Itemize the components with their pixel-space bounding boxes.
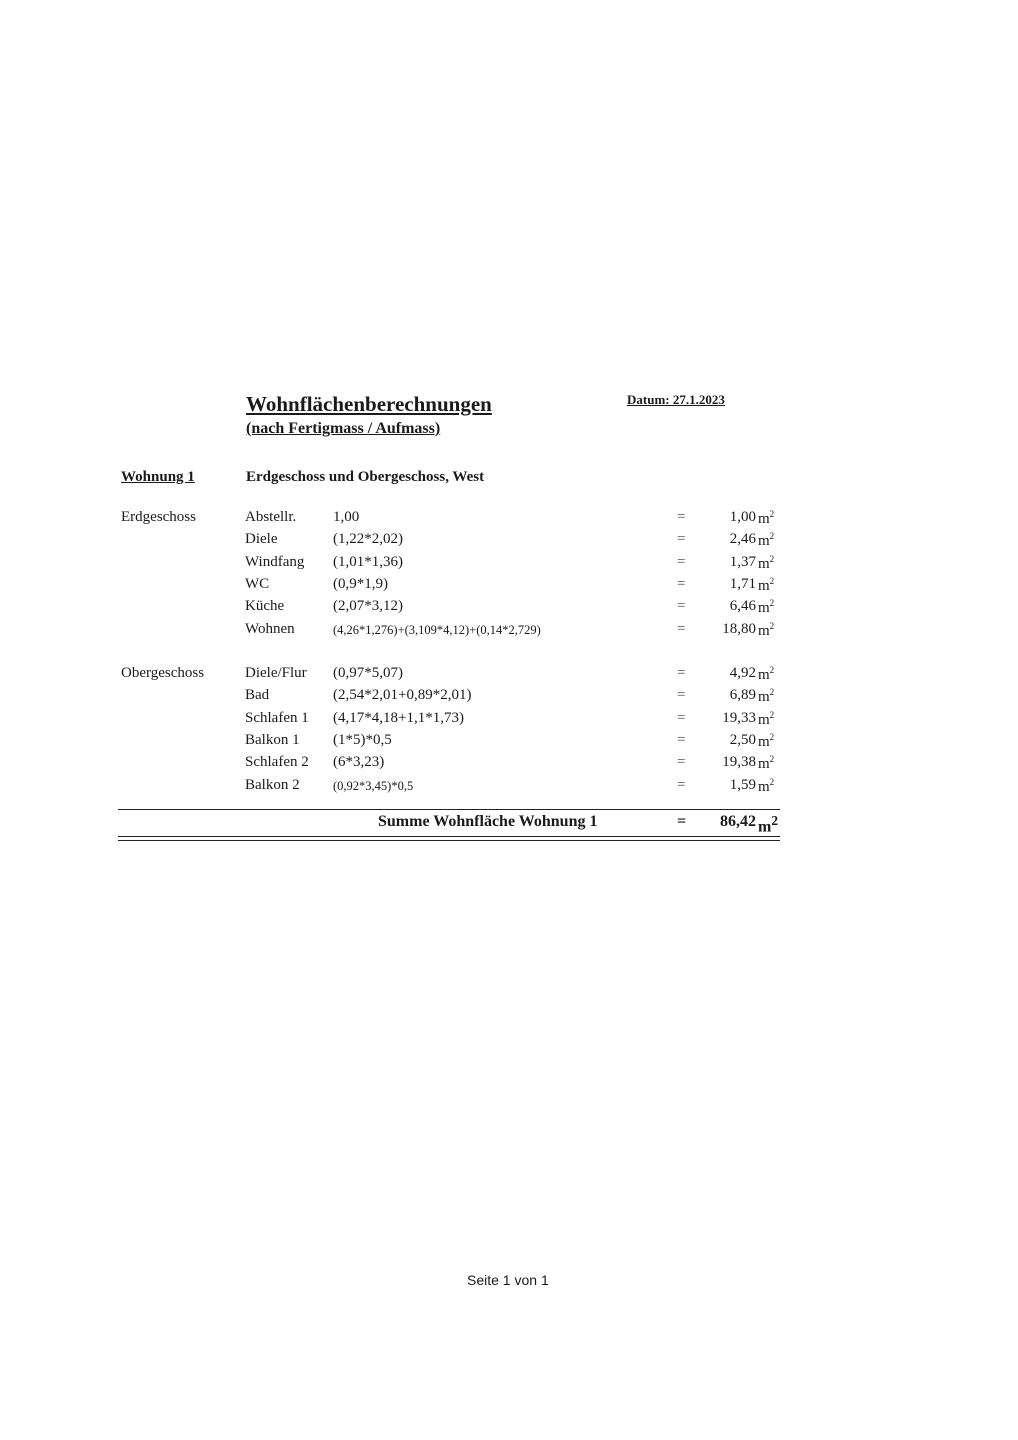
area-value: 6,46 [729,598,756,615]
area-formula: (2,54*2,01+0,89*2,01) [333,687,472,704]
total-divider-top [118,809,780,810]
table-row [0,621,1018,643]
area-formula: (2,07*3,12) [333,598,403,615]
equals-sign: = [677,553,686,570]
area-unit: $m^2$ [758,709,775,728]
table-row [0,754,1018,776]
area-value: 19,33 [722,709,756,726]
area-value: 6,89 [729,687,756,704]
table-row [0,687,1018,709]
room-name: Diele/Flur [245,665,307,681]
room-name: Abstellr. [245,509,297,525]
table-row [0,710,1018,732]
area-unit: $m^2$ [758,598,775,617]
document-date: Datum: 27.1.2023 [627,392,725,407]
room-name: WC [245,575,270,592]
area-unit: $m^2$ [758,687,775,706]
table-row [0,531,1018,553]
area-unit: $m^2$ [758,553,775,572]
table-row [0,598,1018,620]
equals-sign: = [677,731,686,748]
area-formula: (4,17*4,18+1,1*1,73) [333,709,464,726]
area-formula: (6*3,23) [333,754,385,771]
total-divider-bottom [118,836,780,837]
area-value: 1,37 [729,553,756,570]
equals-sign: = [677,665,686,681]
area-unit: $m^2$ [758,731,775,750]
section-label: Obergeschoss [121,665,205,681]
area-unit: $m^2$ [758,665,775,683]
document-title: Wohnflächenberechnungen [246,392,492,416]
area-formula: (0,92*3,45)*0,5 [333,778,414,793]
area-value: 1,59 [729,776,756,793]
area-unit: $m^2$ [758,754,775,773]
apartment-description: Erdgeschoss und Obergeschoss, West [246,469,485,485]
area-formula: (4,26*1,276)+(3,109*4,12)+(0,14*2,729) [333,622,541,637]
equals-sign: = [677,776,686,793]
area-value: 18,80 [722,620,756,637]
room-name: Wohnen [245,620,295,637]
area-formula: (1*5)*0,5 [333,731,392,748]
area-value: 2,50 [729,731,756,748]
room-name: Schlafen 1 [245,709,309,726]
area-unit: $m^2$ [758,776,775,795]
room-name: Windfang [245,553,305,570]
document-subtitle: (nach Fertigmass / Aufmass) [246,420,441,437]
equals-sign: = [677,598,686,615]
room-name: Balkon 2 [245,776,300,793]
area-unit: $m^2$ [758,620,775,639]
equals-sign: = [677,687,686,704]
total-unit: $m^2$ [758,813,778,836]
table-row [0,509,1018,531]
equals-sign: = [677,509,686,525]
equals-sign: = [677,754,686,771]
table-row [0,665,1018,687]
equals-sign: = [677,709,686,726]
total-equals: = [677,813,687,830]
room-name: Bad [245,687,270,704]
area-formula: (0,9*1,9) [333,575,388,592]
page-number: Seite 1 von 1 [467,1272,549,1288]
area-unit: $m^2$ [758,509,775,527]
equals-sign: = [677,575,686,592]
table-row [0,554,1018,576]
area-formula: (1,22*2,02) [333,531,403,548]
table-row [0,732,1018,754]
equals-sign: = [677,620,686,637]
total-value: 86,42 [720,813,756,830]
apartment-label: Wohnung 1 [121,469,195,485]
area-formula: 1,00 [333,509,360,525]
area-unit: $m^2$ [758,531,775,550]
equals-sign: = [677,531,686,548]
total-label: Summe Wohnfläche Wohnung 1 [378,813,598,830]
room-name: Schlafen 2 [245,754,309,771]
area-value: 4,92 [729,665,756,681]
area-value: 1,71 [729,575,756,592]
room-name: Diele [245,531,278,548]
table-row [0,777,1018,799]
section-label: Erdgeschoss [121,509,196,525]
area-formula: (0,97*5,07) [333,665,403,681]
area-value: 2,46 [729,531,756,548]
room-name: Balkon 1 [245,731,300,748]
area-value: 19,38 [722,754,756,771]
total-divider-bottom-double [118,840,780,841]
room-name: Küche [245,598,285,615]
area-unit: $m^2$ [758,575,775,594]
area-formula: (1,01*1,36) [333,553,403,570]
table-row [0,576,1018,598]
area-value: 1,00 [729,509,756,525]
